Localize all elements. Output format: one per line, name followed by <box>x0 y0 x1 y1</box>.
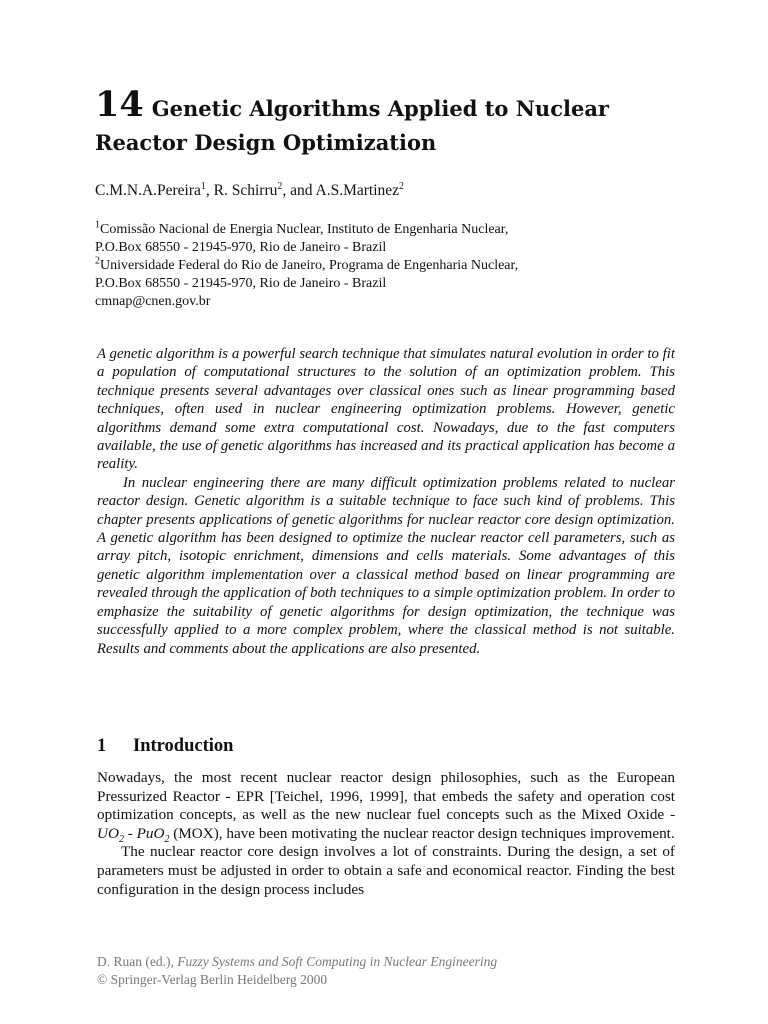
page-footer <box>97 953 697 989</box>
affiliation-mark: 2 <box>95 255 100 267</box>
section-title: Introduction <box>133 736 234 756</box>
section-heading <box>97 734 497 758</box>
author-list <box>95 181 695 201</box>
author-name: R. Schirru <box>213 182 278 199</box>
formula-uo2 <box>97 824 124 845</box>
affiliation-mark: 1 <box>200 180 206 192</box>
author-name: A.S.Martinez <box>315 182 400 199</box>
contact-email[interactable]: cmnap@cnen.gov.br <box>95 294 211 309</box>
affiliation-mark: 2 <box>277 180 283 192</box>
intro-p1-text: Nowadays, the most recent nuclear reactor design philosophies, such as the European Pressurized Reactor - EPR [Teichel, 1996, 1999], that embeds the safety and operation cost optimization concepts, as well as the new nuclear fuel concepts such as the Mixed Oxide - <box>97 769 675 824</box>
intro-paragraph-2: The nuclear reactor core design involves a lot of constraints. During the design, a set of parameters must be adjusted in order to obtain a safe and economical reactor. Finding the best configuration in the design process includes <box>97 843 675 898</box>
formula-subscript: 2 <box>118 833 124 845</box>
formula-puo2 <box>136 824 170 845</box>
affiliation-1-address: P.O.Box 68550 - 21945-970, Rio de Janeiro - Brazil <box>95 240 387 255</box>
chapter-title-line2: Reactor Design Optimization <box>95 130 437 155</box>
citation-line <box>97 953 697 971</box>
affiliation-mark: 1 <box>95 219 100 231</box>
abstract <box>97 345 675 658</box>
affiliation-2-line1: Universidade Federal do Rio de Janeiro, Programa de Engenharia Nuclear, <box>100 258 519 273</box>
abstract-paragraph-2: In nuclear engineering there are many difficult optimization problems related to nuclear reactor design. Genetic algorithm is a suitable technique to face such kind of problems. This chapter presents applications of genetic algorithms for nuclear reactor core design optimization. A genetic algorithm has been designed to optimize the nuclear reactor cell parameters, such as array pitch, isotopic enrichment, dimensions and cells materials. Some advantages of this genetic algorithm implementation over a classical method based on linear programming are revealed through the application of both techniques to a simple optimization problem. In order to emphasize the suitability of genetic algorithms for design optimization, the technique was successfully applied to a more complex problem, where the classical method is not suitable. Results and comments about the applications are also presented. <box>97 474 675 657</box>
chapter-title <box>95 84 715 160</box>
intro-p1-text-end: (MOX), have been motivating the nuclear reactor design techniques improvement. <box>169 824 675 842</box>
formula-subscript: 2 <box>164 833 170 845</box>
author-separator: , and <box>282 182 316 199</box>
affiliation-mark: 2 <box>399 180 405 192</box>
book-title: Fuzzy Systems and Soft Computing in Nuclear Engineering <box>177 954 498 969</box>
editor: D. Ruan (ed.), <box>97 954 178 969</box>
affiliation-1 <box>95 221 695 239</box>
introduction-body <box>97 769 675 899</box>
affiliation-2-address: P.O.Box 68550 - 21945-970, Rio de Janeiro - Brazil <box>95 276 387 291</box>
section-number: 1 <box>97 736 107 756</box>
copyright: © Springer-Verlag Berlin Heidelberg 2000 <box>97 972 328 987</box>
formula-separator: - <box>123 824 137 842</box>
chapter-number: 14 <box>95 84 144 125</box>
formula-base: PuO <box>136 824 165 842</box>
formula-base: UO <box>97 824 119 842</box>
intro-paragraph-1 <box>97 769 675 843</box>
chapter-title-line1: Genetic Algorithms Applied to Nuclear <box>151 96 609 121</box>
author-name: C.M.N.A.Pereira <box>95 182 201 199</box>
affiliations <box>95 221 695 311</box>
abstract-paragraph-1: A genetic algorithm is a powerful search technique that simulates natural evolution in order to fit a population of computational structures to the solution of an optimization problem. This technique presents several advantages over classical ones such as linear programming based techniques, often used in nuclear engineering optimization problems. However, genetic algorithms demand some extra computational cost. Nowadays, due to the fast computers available, the use of genetic algorithms has increased and its practical application has become a reality. <box>97 346 675 473</box>
author-separator: , <box>205 182 214 199</box>
affiliation-2 <box>95 257 695 275</box>
affiliation-1-line1: Comissão Nacional de Energia Nuclear, Instituto de Engenharia Nuclear, <box>100 222 509 237</box>
